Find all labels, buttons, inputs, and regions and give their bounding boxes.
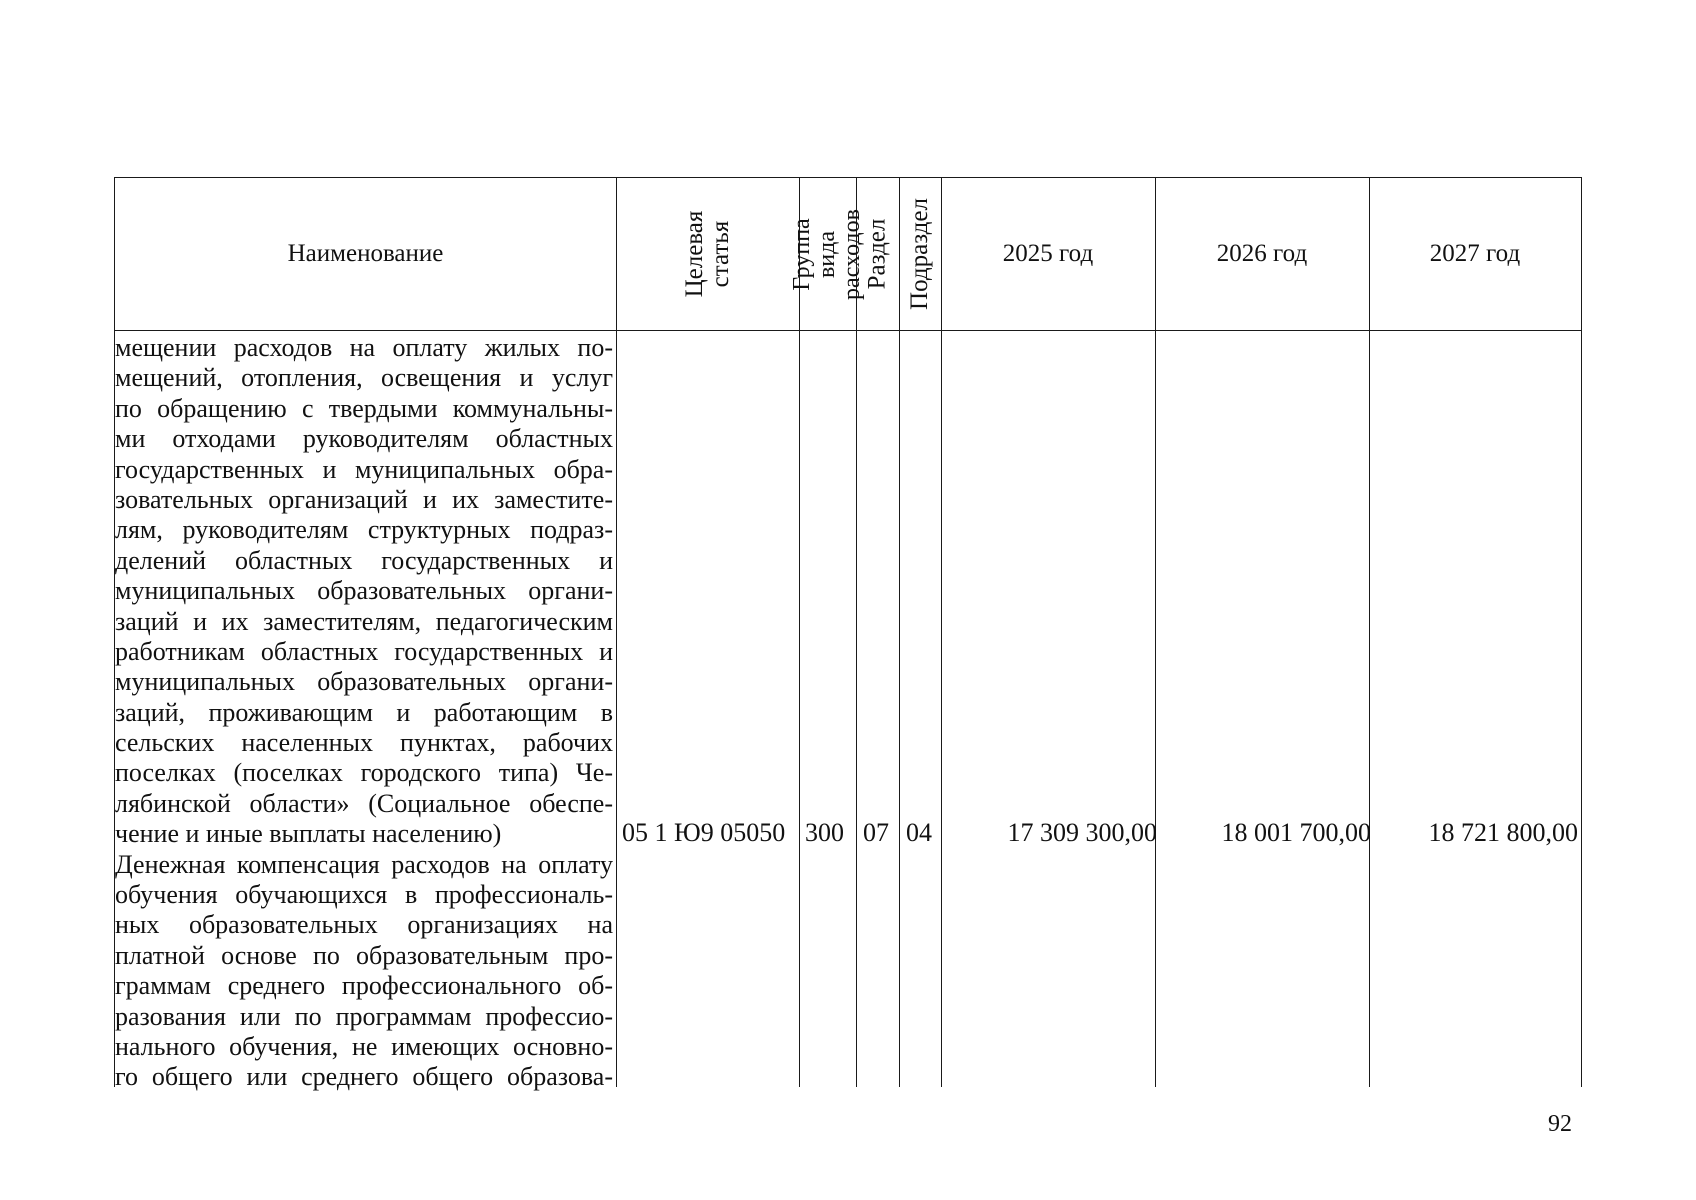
header-year-2025: [941, 178, 1155, 330]
description-line: сельских населенных пунктах, рабочих: [115, 728, 613, 758]
description-line: ных образовательных организациях на: [115, 910, 613, 940]
description-line: делений областных государственных и: [115, 545, 613, 575]
description-line: муниципальных образовательных органи-: [115, 576, 613, 606]
header-year-2027: [1369, 178, 1581, 330]
header-subsection: [899, 178, 941, 330]
description-line: нального обучения, не имеющих основно-: [115, 1031, 613, 1061]
cell-year-2027: 18 721 800,00: [1428, 818, 1578, 847]
header-year-2025-label: 2025 год: [1002, 240, 1094, 267]
description-line: зовательных организаций и их заместите-: [115, 484, 613, 514]
description-line: муниципальных образовательных органи-: [115, 667, 613, 697]
header-section: [856, 178, 899, 330]
budget-table: [114, 177, 1582, 1092]
cell-target-article: 05 1 Ю9 05050: [622, 818, 786, 847]
description-line: заций и их заместителям, педагогическим: [115, 606, 613, 636]
description-line: мещений, отопления, освещения и услуг: [115, 363, 613, 393]
description-line: го общего или среднего общего образова-: [115, 1062, 613, 1092]
description-line: мещении расходов на оплату жилых по-: [115, 333, 613, 362]
page-number: 92: [1548, 1111, 1572, 1137]
description-line: лябинской области» (Социальное обеспе-: [115, 788, 613, 818]
description-line: разования или по программам профессио-: [115, 1001, 613, 1031]
description-line: обучения обучающихся в профессиональ-: [115, 880, 613, 910]
description-line: по обращению с твердыми коммунальны-: [115, 393, 613, 423]
description-line: государственных и муниципальных обра-: [115, 454, 613, 484]
description-line: лям, руководителям структурных подраз-: [115, 515, 613, 545]
header-divider: [115, 330, 1581, 331]
header-section-label: Раздел: [863, 218, 891, 290]
description-line: Денежная компенсация расходов на оплату: [115, 849, 613, 879]
cell-year-2026: 18 001 700,00: [1221, 818, 1371, 847]
header-name: [115, 178, 616, 330]
cell-year-2025: 17 309 300,00: [1007, 818, 1157, 847]
description-line: граммам среднего профессионального об-: [115, 971, 613, 1001]
header-name-label: Наименование: [287, 240, 444, 267]
description-line: заций, проживающим и работающим в: [115, 697, 613, 727]
header-subsection-label: Подраздел: [906, 198, 933, 310]
header-year-2026: [1155, 178, 1369, 330]
cell-subsection: 04: [906, 818, 932, 847]
header-expense-group: [789, 178, 866, 330]
header-target-article-label: Целевая статья: [680, 210, 734, 298]
description-line: платной основе по образовательным про-: [115, 940, 613, 970]
header-target-article: [616, 178, 799, 330]
description-line: ми отходами руководителям областных: [115, 424, 613, 454]
description-line: поселках (поселках городского типа) Че-: [115, 758, 613, 788]
header-year-2027-label: 2027 год: [1429, 240, 1521, 267]
cell-expense-group: 300: [805, 818, 844, 847]
header-expense-group-label: Группа вида расходов: [789, 208, 866, 300]
row-description: [115, 333, 613, 1093]
description-line: чение и иные выплаты населению): [115, 819, 502, 849]
cell-section: 07: [863, 818, 889, 847]
header-year-2026-label: 2026 год: [1216, 240, 1308, 267]
description-line: работникам областных государственных и: [115, 636, 613, 666]
